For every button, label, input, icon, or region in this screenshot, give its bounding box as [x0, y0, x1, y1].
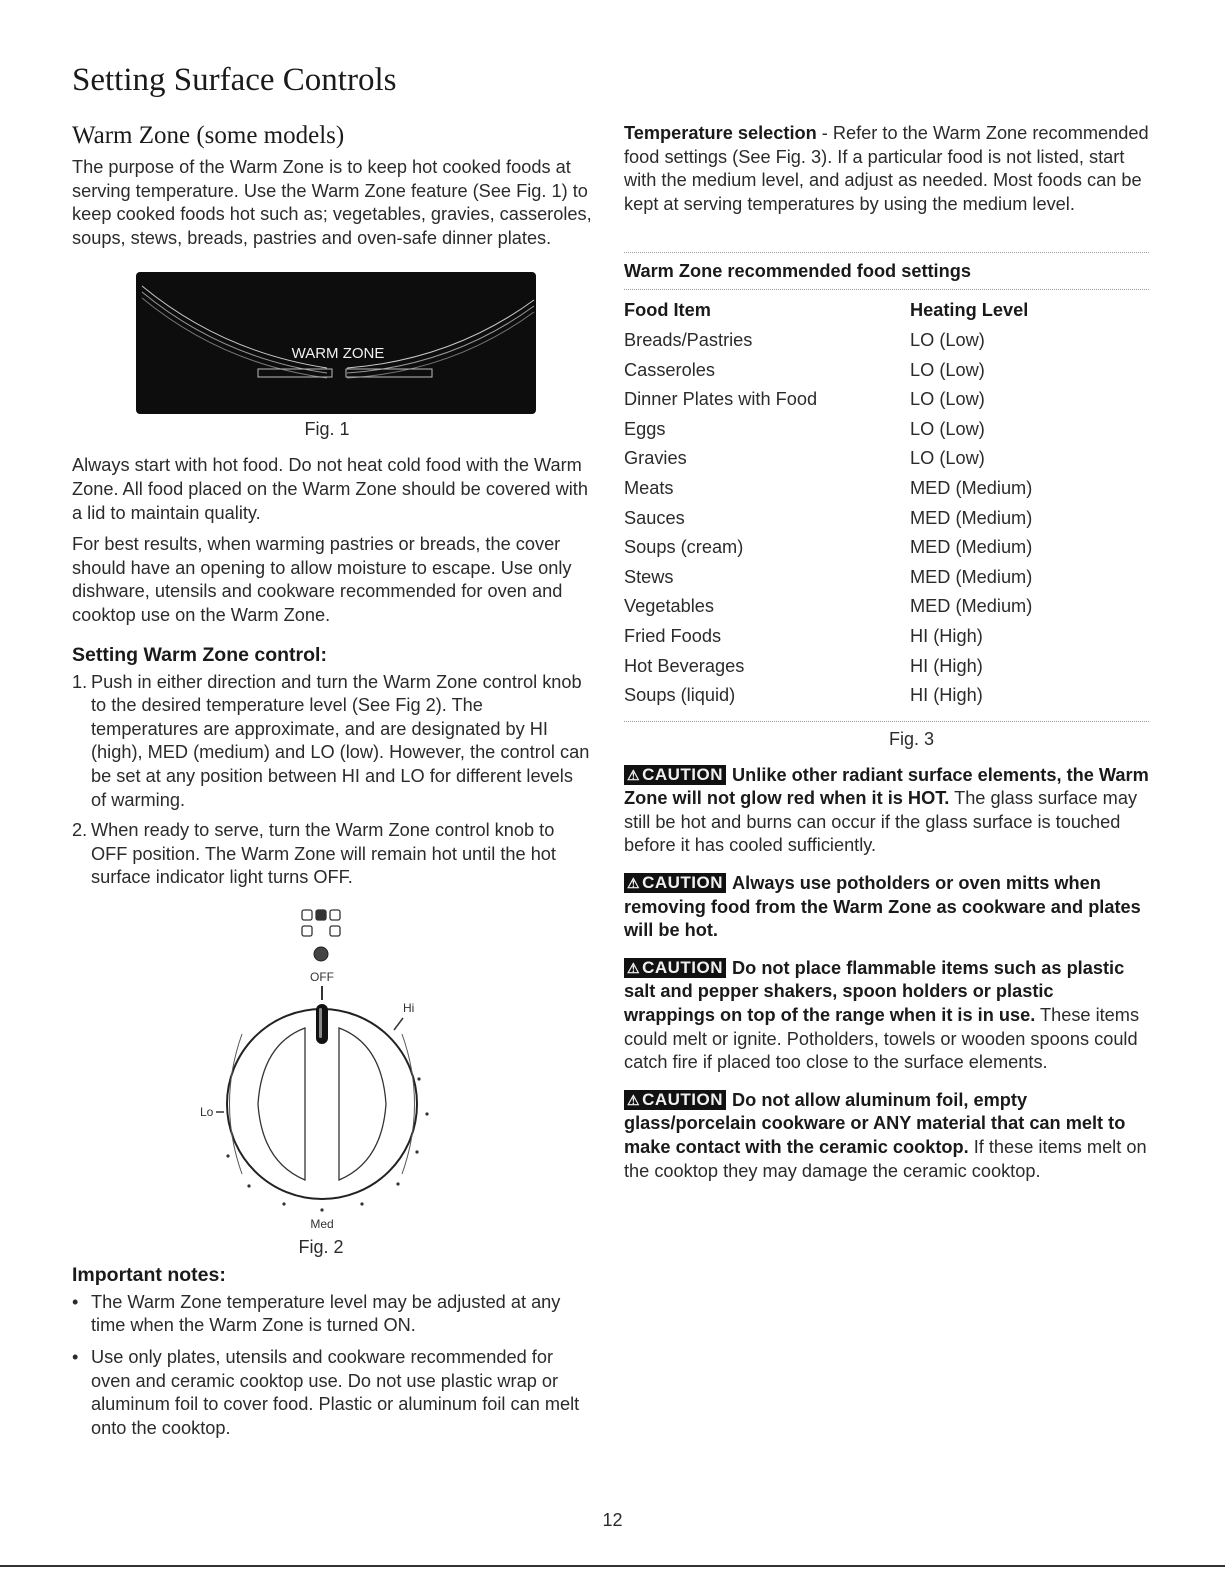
heating-level-cell: LO (Low) — [910, 359, 985, 380]
warm-zone-title: Warm Zone (some models) — [72, 122, 345, 149]
heating-level-cell: LO (Low) — [910, 448, 985, 469]
caution-bold-text: Do not place flammable items such as plastic salt and pepper shakers, spoon holders or plastic wrappings on top of the range when it is in use. — [624, 957, 1125, 1026]
caution-block — [624, 1089, 1149, 1183]
warning-triangle-icon: ⚠ — [627, 1091, 641, 1108]
food-settings-table-block — [624, 252, 1149, 749]
warning-triangle-icon: ⚠ — [627, 959, 641, 976]
food-item-cell: Hot Beverages — [624, 655, 745, 676]
figure-2-caption: Fig. 2 — [298, 1236, 344, 1257]
table-row — [624, 681, 1149, 711]
setting-control-title: Setting Warm Zone control: — [72, 643, 327, 666]
warm-zone-label: WARM ZONE — [291, 345, 385, 363]
food-item-cell: Stews — [624, 566, 674, 587]
list-item: • The Warm Zone temperature level may be adjusted at any time when the Warm Zone is turned ON. — [72, 1291, 561, 1336]
food-item-cell: Casseroles — [624, 359, 715, 380]
food-item-cell: Fried Foods — [624, 625, 722, 646]
divider — [624, 289, 1149, 290]
figure-1-caption: Fig. 1 — [304, 419, 350, 440]
divider — [624, 721, 1149, 722]
food-item-cell: Gravies — [624, 448, 687, 469]
table-header-row — [624, 296, 1149, 326]
heating-level-cell: MED (Medium) — [910, 596, 1033, 617]
page-bottom-rule — [0, 1565, 1225, 1567]
food-item-cell: Dinner Plates with Food — [624, 389, 818, 410]
heating-level-cell: LO (Low) — [910, 329, 985, 350]
food-settings-table-title: Warm Zone recommended food settings — [624, 261, 971, 282]
temperature-selection-heading: Temperature selection — [624, 123, 817, 143]
list-item: 2. When ready to serve, turn the Warm Zone control knob to OFF position. The Warm Zone will remain hot until the hot surface indicator light turns OFF. — [72, 820, 556, 888]
hi-label: Hi — [403, 1000, 415, 1015]
heating-level-cell: HI (High) — [910, 685, 983, 706]
table-row — [624, 474, 1149, 504]
table-row — [624, 444, 1149, 474]
caution-block — [624, 872, 1149, 943]
warning-triangle-icon: ⚠ — [627, 766, 641, 783]
figure-2 — [72, 904, 592, 1258]
table-row — [624, 504, 1149, 534]
right-column — [624, 122, 1149, 1183]
caution-bold-text: Do not allow aluminum foil, empty glass/porcelain cookware or ANY material that can melt to make contact with the ceramic cooktop. — [624, 1089, 1126, 1157]
caution-block — [624, 957, 1149, 1075]
warning-triangle-icon: ⚠ — [627, 875, 641, 892]
heating-level-cell: LO (Low) — [910, 389, 985, 410]
important-notes-list — [72, 1291, 592, 1441]
food-item-cell: Breads/Pastries — [624, 329, 753, 350]
caution-badge: ⚠ CAUTION — [624, 873, 726, 893]
left-column — [72, 122, 592, 1448]
setting-steps-list — [72, 671, 592, 890]
best-results-paragraph: For best results, when warming pastries or breads, the cover should have an opening to allow moisture to escape. Use only dishware, utensils and cookware recommended for oven and cooktop use on the Warm Zone. — [72, 534, 572, 625]
table-row — [624, 533, 1149, 563]
list-item: • Use only plates, utensils and cookware recommended for oven and ceramic cooktop use. Do not use plastic wrap or aluminum foil to cover food. Plastic or aluminum foil can melt onto the cooktop. — [72, 1347, 580, 1438]
table-row — [624, 385, 1149, 415]
heating-level-cell: MED (Medium) — [910, 537, 1033, 558]
table-row — [624, 326, 1149, 356]
table-row — [624, 356, 1149, 386]
control-knob — [227, 1004, 417, 1199]
food-settings-table — [624, 296, 1149, 710]
important-notes-title: Important notes: — [72, 1263, 226, 1286]
table-row — [624, 652, 1149, 682]
indicator-light-icon — [314, 947, 328, 961]
caution-block — [624, 764, 1149, 858]
figure-3-caption: Fig. 3 — [888, 728, 935, 749]
lo-label: Lo — [200, 1104, 214, 1119]
heating-level-cell: HI (High) — [910, 625, 983, 646]
food-item-cell: Soups (cream) — [624, 537, 744, 558]
table-row — [624, 415, 1149, 445]
list-item: 1. Push in either direction and turn the Warm Zone control knob to the desired temperature level (See Fig 2). The temperatures are approximate, and are designated by HI (high), MED (medium) and LO (low). However, the control can be set at any position between HI and LO for different levels of warming. — [72, 671, 590, 810]
element-indicator-icon — [302, 910, 340, 936]
column-header-food-item: Food Item — [624, 300, 711, 321]
heating-level-cell: MED (Medium) — [910, 507, 1033, 528]
table-row — [624, 622, 1149, 652]
warm-zone-intro: The purpose of the Warm Zone is to keep hot cooked foods at serving temperature. Use the Warm Zone feature (See Fig. 1) to keep cooked foods hot such as; vegetables, gravies, casseroles, soups, stews, breads, pastries and oven-safe dinner plates. — [72, 157, 592, 248]
table-row — [624, 592, 1149, 622]
temperature-selection-paragraph: Temperature selection - Refer to the Warm Zone recommended food settings (See Fig. 3). If a particular food is not listed, start with the medium level, and adjust as needed. Most foods can be kept at serving temperatures by using the medium level. — [624, 123, 1149, 214]
caution-badge: ⚠ CAUTION — [624, 958, 726, 978]
off-label: OFF — [310, 969, 334, 984]
caution-bold-text: Unlike other radiant surface elements, the Warm Zone will not glow red when it is HOT. — [624, 764, 1149, 809]
caution-badge: ⚠ CAUTION — [624, 1090, 726, 1110]
heating-level-cell: MED (Medium) — [910, 566, 1033, 587]
caution-text: The glass surface may still be hot and burns can occur if the glass surface is touched before it has cooled sufficiently. — [624, 788, 1138, 856]
food-item-cell: Meats — [624, 477, 674, 498]
caution-badge: ⚠ CAUTION — [624, 765, 726, 785]
page-title: Setting Surface Controls — [72, 62, 397, 98]
caution-bold-text: Always use potholders or oven mitts when removing food from the Warm Zone as cookware and plates will be hot. — [624, 873, 1141, 941]
caution-list — [624, 764, 1149, 1184]
food-item-cell: Sauces — [624, 507, 685, 528]
food-item-cell: Soups (liquid) — [624, 685, 736, 706]
heating-level-cell: MED (Medium) — [910, 477, 1033, 498]
food-item-cell: Eggs — [624, 418, 666, 439]
food-item-cell: Vegetables — [624, 596, 715, 617]
caution-text: These items could melt or ignite. Potholders, towels or wooden spoons could catch fire if placed too close to the surface elements. — [624, 1005, 1140, 1073]
med-label: Med — [310, 1216, 334, 1231]
page-number: 12 — [602, 1510, 623, 1530]
warm-zone-panel-image — [72, 272, 592, 414]
hot-food-paragraph: Always start with hot food. Do not heat cold food with the Warm Zone. All food placed on the Warm Zone should be covered with a lid to maintain quality. — [72, 455, 588, 523]
caution-text: If these items melt on the cooktop they may damage the ceramic cooktop. — [624, 1137, 1147, 1181]
heating-level-cell: LO (Low) — [910, 418, 985, 439]
control-knob-diagram — [72, 904, 592, 1234]
table-row — [624, 563, 1149, 593]
figure-1 — [72, 272, 592, 440]
column-header-heating-level: Heating Level — [910, 300, 1029, 321]
heating-level-cell: HI (High) — [910, 655, 983, 676]
